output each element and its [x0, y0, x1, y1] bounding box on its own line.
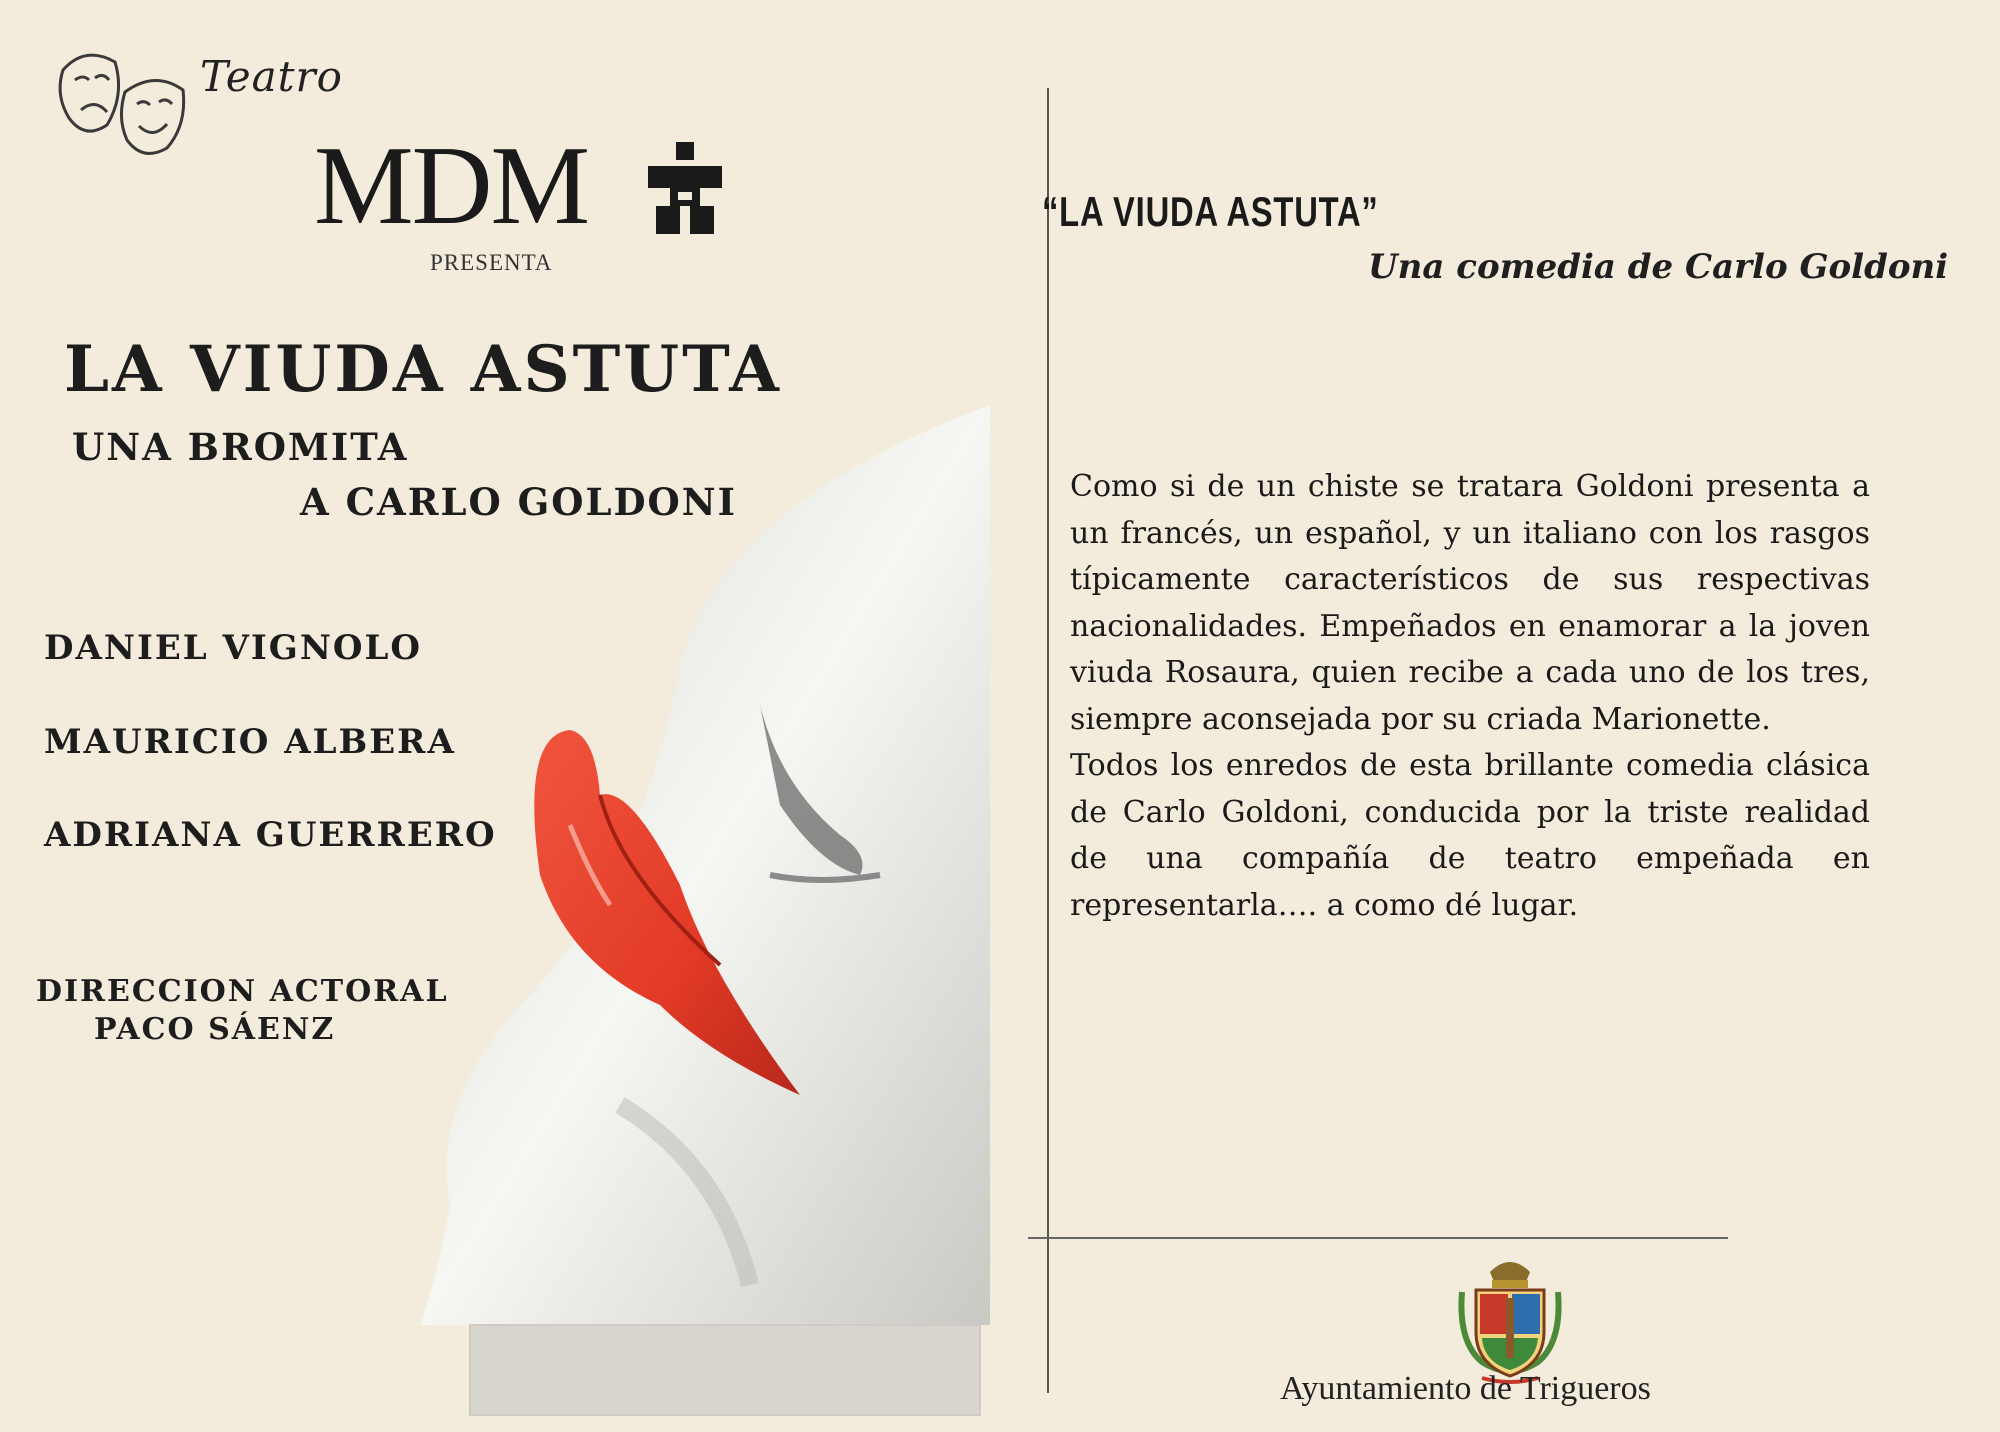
company-logo-text: MDM: [314, 124, 589, 248]
theatre-masks-icon: [55, 40, 210, 170]
poster-subtitle-line1: UNA BROMITA: [72, 425, 409, 469]
synopsis-paragraph: Como si de un chiste se tratara Goldoni presenta a un francés, un español, y un italiano con los rasgos típicamente característicos de sus respectivas nacionalidades. Empeñados en enamorar a la joven viuda Rosaura, quien recibe a cada uno de los tres, siempre aconsejada por su criada Marionette.: [1070, 469, 1870, 737]
director-name: PACO SÁENZ: [94, 1012, 336, 1047]
teatro-label: Teatro: [200, 52, 343, 101]
cast-member: DANIEL VIGNOLO: [44, 628, 423, 668]
vertical-divider: [1047, 88, 1049, 1393]
synopsis-paragraph: Todos los enredos de esta brillante comedia clásica de Carlo Goldoni, conducida por la triste realidad de una compañía de teatro empeñada en representarla…. a como dé lugar.: [1070, 748, 1870, 923]
cast-member: MAURICIO ALBERA: [44, 722, 456, 762]
play-subtitle: Una comedia de Carlo Goldoni: [1368, 247, 1949, 287]
presenta-label: PRESENTA: [430, 250, 553, 275]
puzzle-figure-icon: [648, 142, 722, 234]
play-title: “LA VIUDA ASTUTA”: [1042, 188, 1379, 235]
poster-title: LA VIUDA ASTUTA: [64, 332, 782, 407]
face-illustration: [420, 405, 990, 1420]
cast-member: ADRIANA GUERRERO: [44, 815, 497, 855]
synopsis: [1070, 464, 1870, 929]
footer-organization: Ayuntamiento de Trigueros: [1280, 1370, 1651, 1407]
poster-subtitle-line2: A CARLO GOLDONI: [300, 480, 737, 524]
direction-label: DIRECCION ACTORAL: [36, 974, 449, 1009]
coat-of-arms-icon: [1452, 1252, 1568, 1388]
horizontal-divider: [1028, 1237, 1728, 1239]
